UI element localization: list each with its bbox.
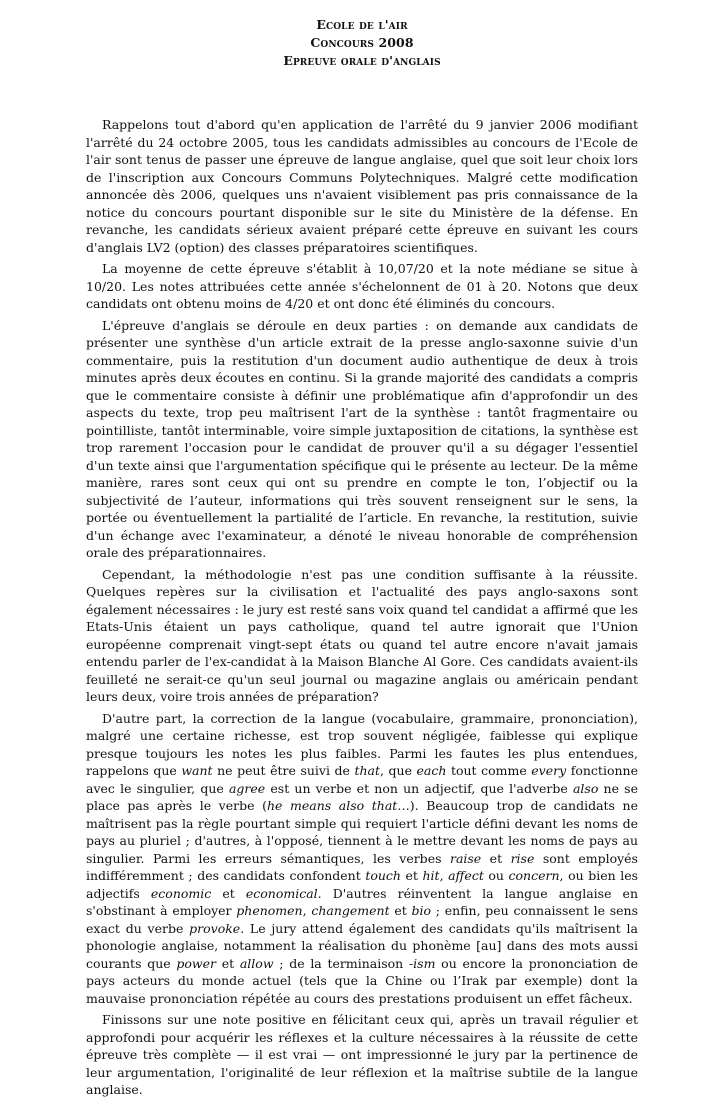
example-word: concern xyxy=(508,868,560,883)
example-word: each xyxy=(416,763,447,778)
text-segment: , xyxy=(302,903,312,918)
paragraph-results: La moyenne de cette épreuve s'établit à 10,07/20 et la note médiane se situe à 10/20. Les notes attribuées cette année s'échelonnent de 01 à 20. Notons que deux candidats ont obtenu moins de 4/20 et ont donc été éliminés du concours. xyxy=(86,261,638,311)
text-segment: ne se place pas après le verbe ( xyxy=(86,780,638,813)
text-segment: ou xyxy=(483,868,509,883)
example-word: -ism xyxy=(408,955,436,971)
text-segment: ne peut être suivi de xyxy=(212,763,355,778)
heading-school: Ecole de l'air xyxy=(316,17,408,32)
document-heading xyxy=(86,16,638,70)
paragraph-civilisation: Cependant, la méthodologie n'est pas une condition suffisante à la réussite. Quelques repères sur la civilisation et l'actualité des pays anglo-saxons sont également nécessaires : le jury est resté sans voix quand tel candidat a affirmé que les Etats-Unis étaient un pays catholique, quand tel autre ignorait que l'Union européenne comprenait vingt-sept états ou quand tel autre encore n'avait jamais entendu parler de l'ex-candidat à la Maison Blanche Al Gore. Ces candidats avaient-ils feuilleté ne serait-ce qu'un seul journal ou magazine anglais ou américain pendant leurs deux, voire trois années de préparation? xyxy=(86,566,638,704)
text-segment: et xyxy=(481,850,511,866)
heading-exam: Epreuve orale d'anglais xyxy=(283,53,441,68)
example-word: changement xyxy=(311,903,390,918)
text-segment: ; enfin, peu connaissent le sens exact du verbe xyxy=(86,903,638,936)
text-segment: et xyxy=(400,868,423,883)
paragraph-language-errors xyxy=(86,710,638,1008)
example-word: affect xyxy=(448,868,484,883)
paragraph-conclusion: Finissons sur une note positive en félicitant ceux qui, après un travail régulier et approfondi pour acquérir les réflexes et la culture nécessaires à la réussite de cette épreuve très complète — il est vrai — ont impressionné le jury par la pertinence de leur argumentation, l'originalité de leur réflexion et la maîtrise subtile de la langue anglaise. xyxy=(86,1012,638,1097)
text-segment: . D'autres réinventent la langue anglaise en s'obstinant à employer xyxy=(86,885,639,918)
example-word: bio xyxy=(411,903,432,918)
heading-contest: Concours 2008 xyxy=(310,35,414,50)
text-segment: sont employés indifféremment ; des candidats confondent xyxy=(86,850,638,883)
text-segment: , xyxy=(439,868,449,883)
text-segment: ou encore la prononciation de pays acteurs du monde actuel (tels que la Chine ou l’Irak par exemple) dont la mauvaise prononciation répétée au cours des prestations produisent un effet fâcheux. xyxy=(86,955,638,1006)
paragraph-exam-format: L'épreuve d'anglais se déroule en deux parties : on demande aux candidats de présenter une synthèse d'un article extrait de la presse anglo-saxonne suivie d'un commentaire, puis la restitution d'un document audio authentique de deux à trois minutes après deux écoutes en continu. Si la grande majorité des candidats a compris que le commentaire consiste à définir une problématique afin d'approfondir un des aspects du texte, trop peu maîtrisent l'art de la synthèse : tantôt fragmentaire ou pointilliste, tantôt interminable, voire simple juxtaposition de citations, la synthèse est trop rarement l'occasion pour le candidat de prouver qu'il a su dégager l'essentiel d'un texte ainsi que l'argumentation spécifique qui le présente au lecteur. De la même manière, rares sont ceux qui ont su prendre en compte le ton, l’objectif ou la subjectivité de l’auteur, informations qui très souvent renseignent sur le sens, la portée ou éventuellement la partialité de l’article. En revanche, la restitution, suivie d'un échange avec l'examinateur, a dénoté le niveau honorable de compréhension orale des préparationnaires. xyxy=(86,317,638,560)
example-word: touch xyxy=(365,868,401,883)
text-segment: , que xyxy=(380,763,417,778)
text-segment: ). Beaucoup trop de candidats ne maîtrisent pas la règle pourtant simple qui requiert l'article défini devant les noms de pays au pluriel ; d'autres, à l'opposé, tiennent à le mettre devant les noms de pays au singulier. Parmi les erreurs sémantiques, les verbes xyxy=(86,798,638,866)
example-word: provoke xyxy=(189,920,241,936)
example-word: also xyxy=(572,780,599,796)
example-word: want xyxy=(181,763,213,778)
text-segment: . Le jury attend également des candidats qu'ils maîtrisent la phonologie anglaise, notamment la réalisation du phonème [au] dans des mots aussi courants que xyxy=(86,920,638,971)
text-segment: fonctionne avec le singulier, que xyxy=(86,763,638,796)
text-segment: tout comme xyxy=(446,763,532,778)
example-word: every xyxy=(531,763,567,778)
example-word: rise xyxy=(510,850,535,866)
example-word: allow xyxy=(239,955,274,971)
example-phrase: he means also that… xyxy=(266,798,410,813)
text-segment: D'autre part, la correction de la langue (vocabulaire, grammaire, prononciation), malgré une certaine richesse, est trop souvent négligée, faiblesse qui explique presque toujours les notes les plus faibles. Parmi les fautes les plus entendues, rappelons que xyxy=(86,710,638,778)
text-segment: et xyxy=(216,955,240,971)
report-body xyxy=(86,116,638,1099)
example-word: economical xyxy=(245,885,318,901)
example-word: phenomen xyxy=(236,903,303,918)
paragraph-introduction: Rappelons tout d'abord qu'en application de l'arrêté du 9 janvier 2006 modifiant l'arrêté du 24 octobre 2005, tous les candidats admissibles au concours de l'Ecole de l'air sont tenus de passer une épreuve de langue anglaise, quel que soit leur choix lors de l'inscription aux Concours Communs Polytechniques. Malgré cette modification annoncée dès 2006, quelques uns n'avaient visiblement pas pris connaissance de la notice du concours pourtant disponible sur le site du Ministère de la défense. En revanche, les candidats sérieux avaient préparé cette épreuve en suivant les cours d'anglais LV2 (option) des classes préparatoires scientifiques. xyxy=(86,117,638,255)
example-word: that xyxy=(354,763,380,778)
example-word: power xyxy=(176,955,216,971)
example-word: hit xyxy=(422,868,440,883)
text-segment: est un verbe et non un adjectif, que l'adverbe xyxy=(265,780,573,796)
text-segment: , ou bien les adjectifs xyxy=(86,868,639,901)
example-word: raise xyxy=(449,850,482,866)
text-segment: ; de la terminaison xyxy=(273,955,409,971)
text-segment: et xyxy=(389,903,412,918)
example-word: economic xyxy=(150,885,212,901)
example-word: agree xyxy=(228,780,266,796)
text-segment: et xyxy=(211,885,246,901)
